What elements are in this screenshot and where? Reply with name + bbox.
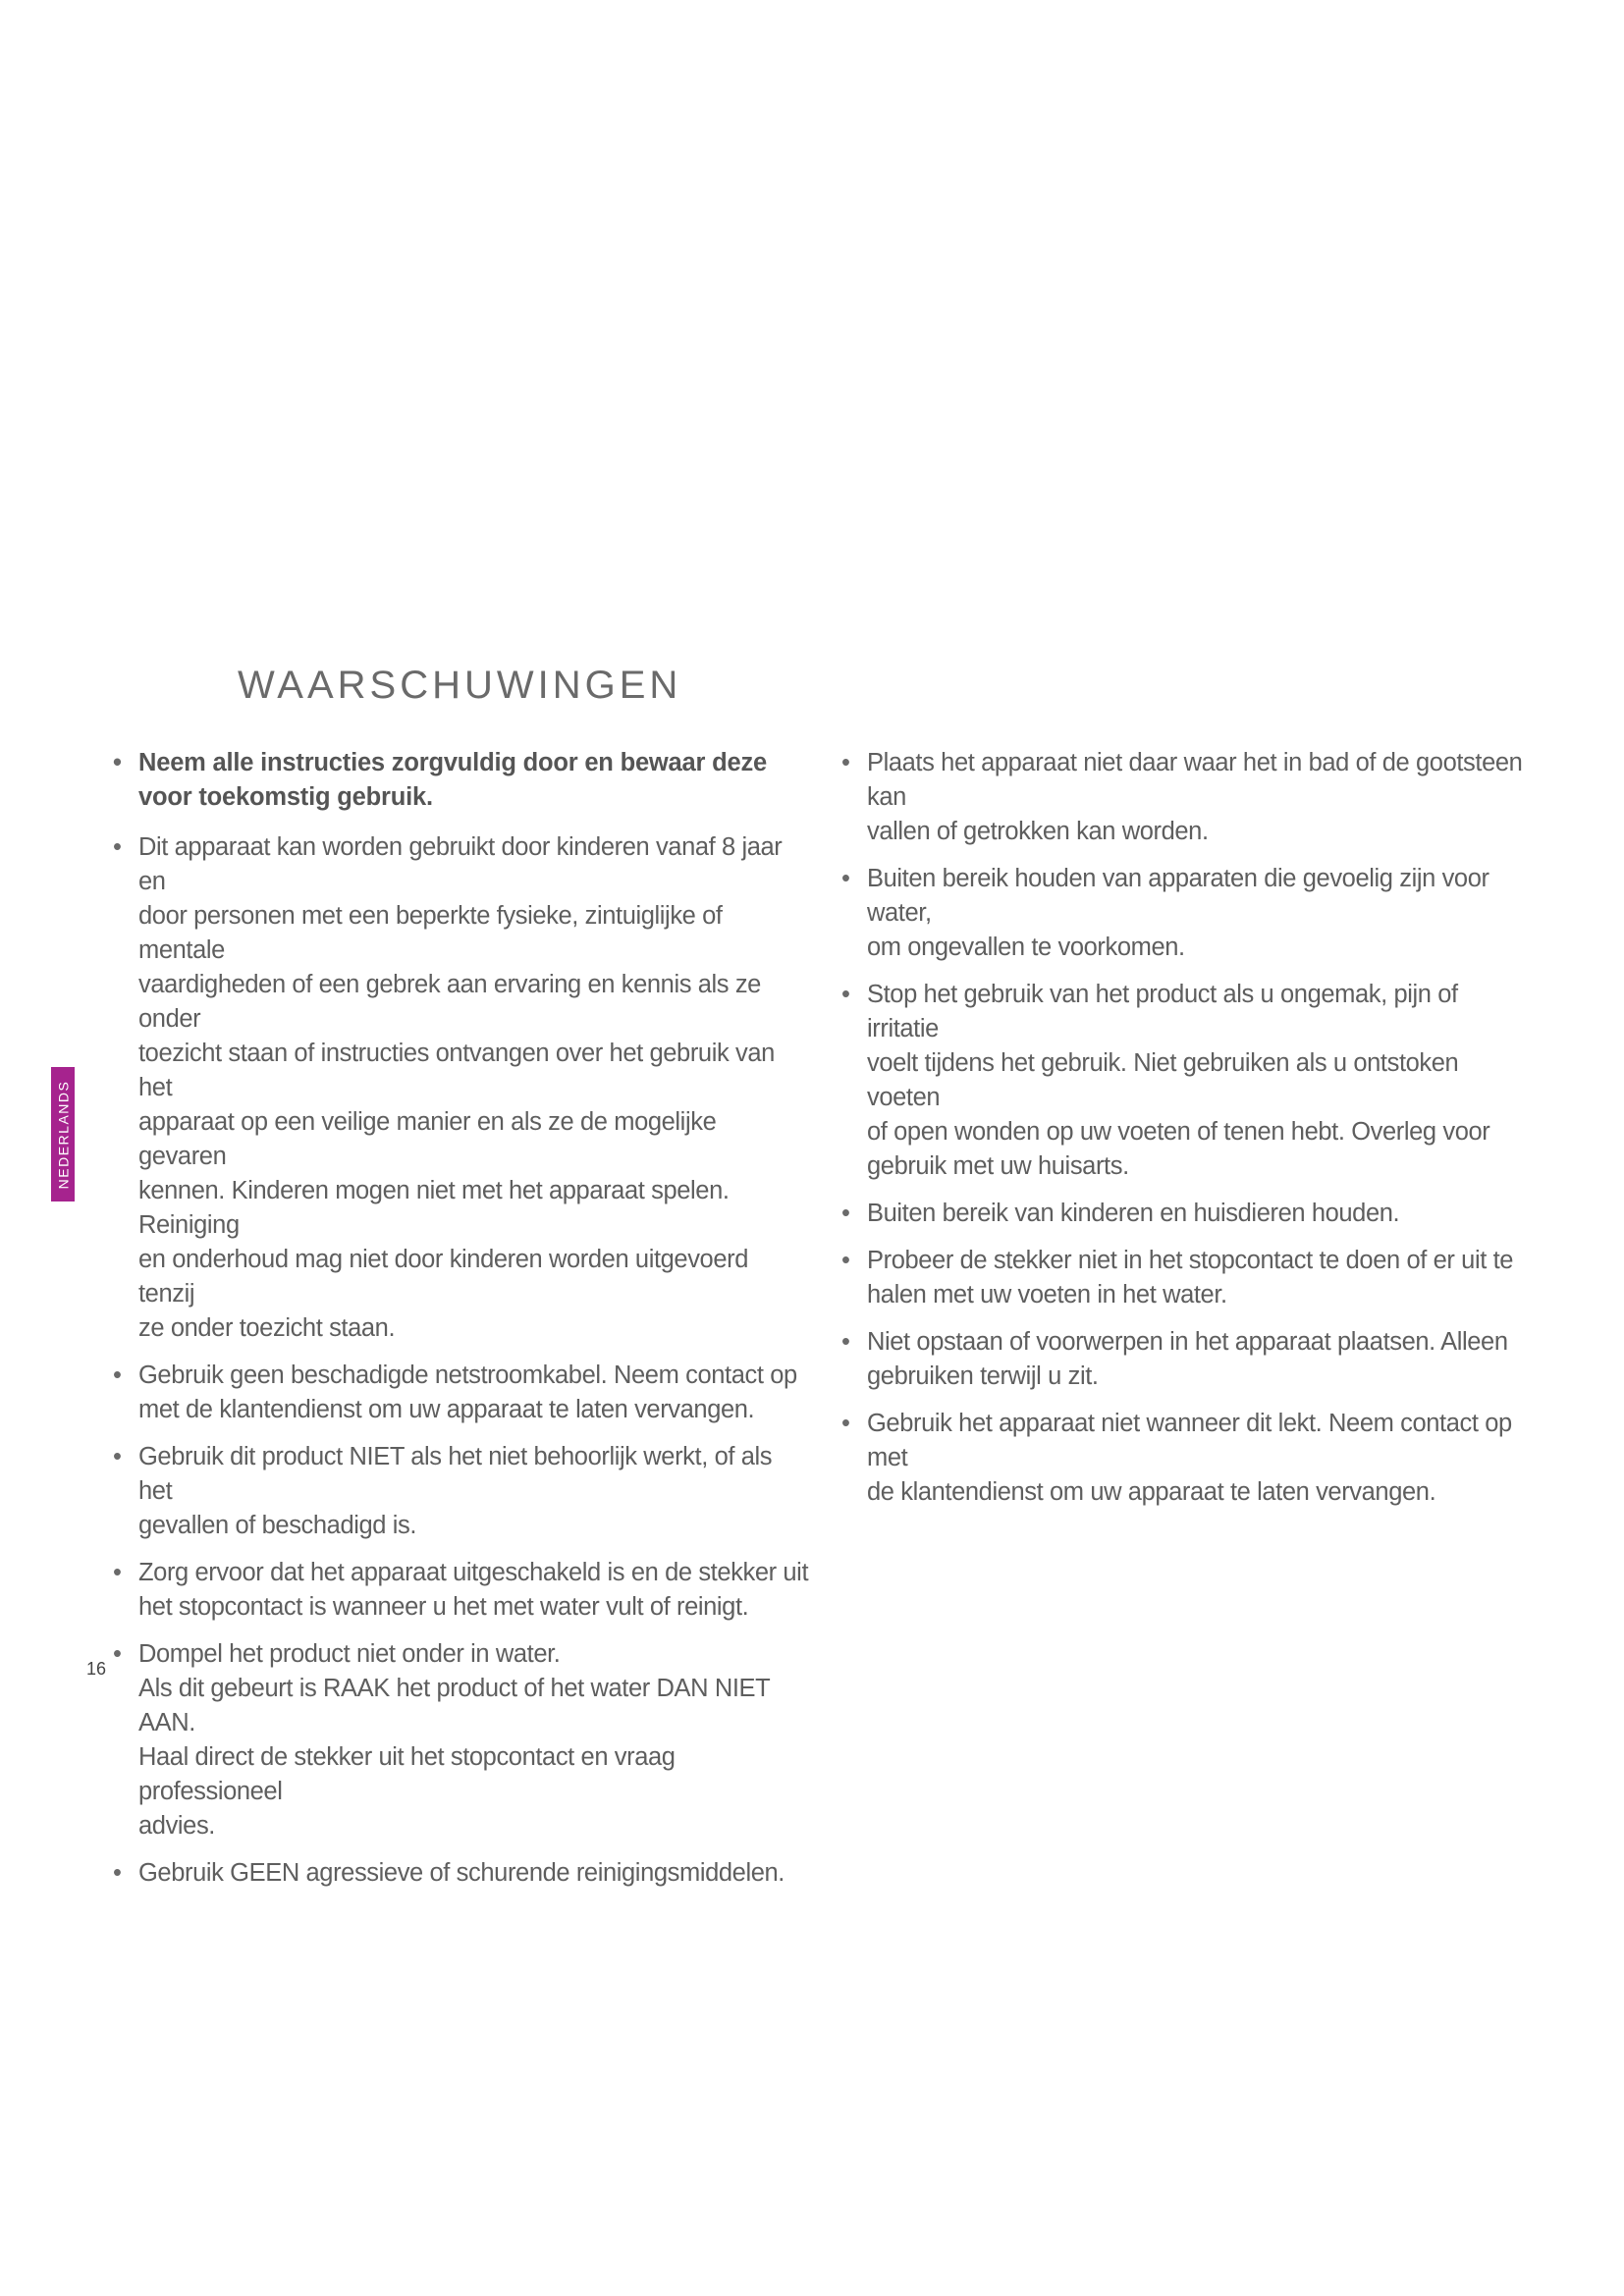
page-title: WAARSCHUWINGEN bbox=[238, 664, 682, 707]
warning-item: • Zorg ervoor dat het apparaat uitgeschakeld is en de stekker uit het stopcontact is wanneer u het met water vult of reinigt. bbox=[113, 1556, 810, 1625]
language-tab-label: NEDERLANDS bbox=[55, 1080, 72, 1189]
warning-item: • Dit apparaat kan worden gebruikt door kinderen vanaf 8 jaar en door personen met een beperkte fysieke, zintuiglijke of mentale vaardigheden of een gebrek aan ervaring en kennis als ze onder toezicht staan of instructies ontvangen over het gebruik van het apparaat op een veilige manier en als ze de mogelijke gevaren kennen. Kinderen mogen niet met het apparaat spelen. Reiniging en onderhoud mag niet door kinderen worden uitgevoerd tenzij ze onder toezicht staan. bbox=[113, 830, 810, 1346]
warning-item: • Probeer de stekker niet in het stopcontact te doen of er uit te halen met uw voeten in het water. bbox=[841, 1244, 1529, 1312]
warnings-list-left bbox=[113, 746, 810, 1903]
warning-item: • Buiten bereik houden van apparaten die gevoelig zijn voor water, om ongevallen te voorkomen. bbox=[841, 862, 1529, 965]
language-side-tab bbox=[51, 1067, 75, 1201]
warning-item: • Stop het gebruik van het product als u ongemak, pijn of irritatie voelt tijdens het gebruik. Niet gebruiken als u ontstoken voeten of open wonden op uw voeten of tenen hebt. Overleg voor gebruik met uw huisarts. bbox=[841, 978, 1529, 1184]
warning-item: • Niet opstaan of voorwerpen in het apparaat plaatsen. Alleen gebruiken terwijl u zit. bbox=[841, 1325, 1529, 1394]
warnings-list-right bbox=[841, 746, 1529, 1522]
page-number: 16 bbox=[86, 1659, 107, 1679]
warning-item: • Gebruik GEEN agressieve of schurende reinigingsmiddelen. bbox=[113, 1856, 810, 1891]
warning-item: • Gebruik het apparaat niet wanneer dit lekt. Neem contact op met de klantendienst om uw apparaat te laten vervangen. bbox=[841, 1407, 1529, 1510]
warning-item: • Dompel het product niet onder in water. Als dit gebeurt is RAAK het product of het water DAN NIET AAN. Haal direct de stekker uit het stopcontact en vraag professioneel advies. bbox=[113, 1637, 810, 1843]
warning-item: • Neem alle instructies zorgvuldig door en bewaar deze voor toekomstig gebruik. bbox=[113, 746, 810, 815]
warning-item: • Buiten bereik van kinderen en huisdieren houden. bbox=[841, 1197, 1529, 1231]
warning-item: • Gebruik geen beschadigde netstroomkabel. Neem contact op met de klantendienst om uw apparaat te laten vervangen. bbox=[113, 1359, 810, 1427]
warning-item: • Gebruik dit product NIET als het niet behoorlijk werkt, of als het gevallen of beschadigd is. bbox=[113, 1440, 810, 1543]
warning-item: • Plaats het apparaat niet daar waar het in bad of de gootsteen kan vallen of getrokken kan worden. bbox=[841, 746, 1529, 849]
